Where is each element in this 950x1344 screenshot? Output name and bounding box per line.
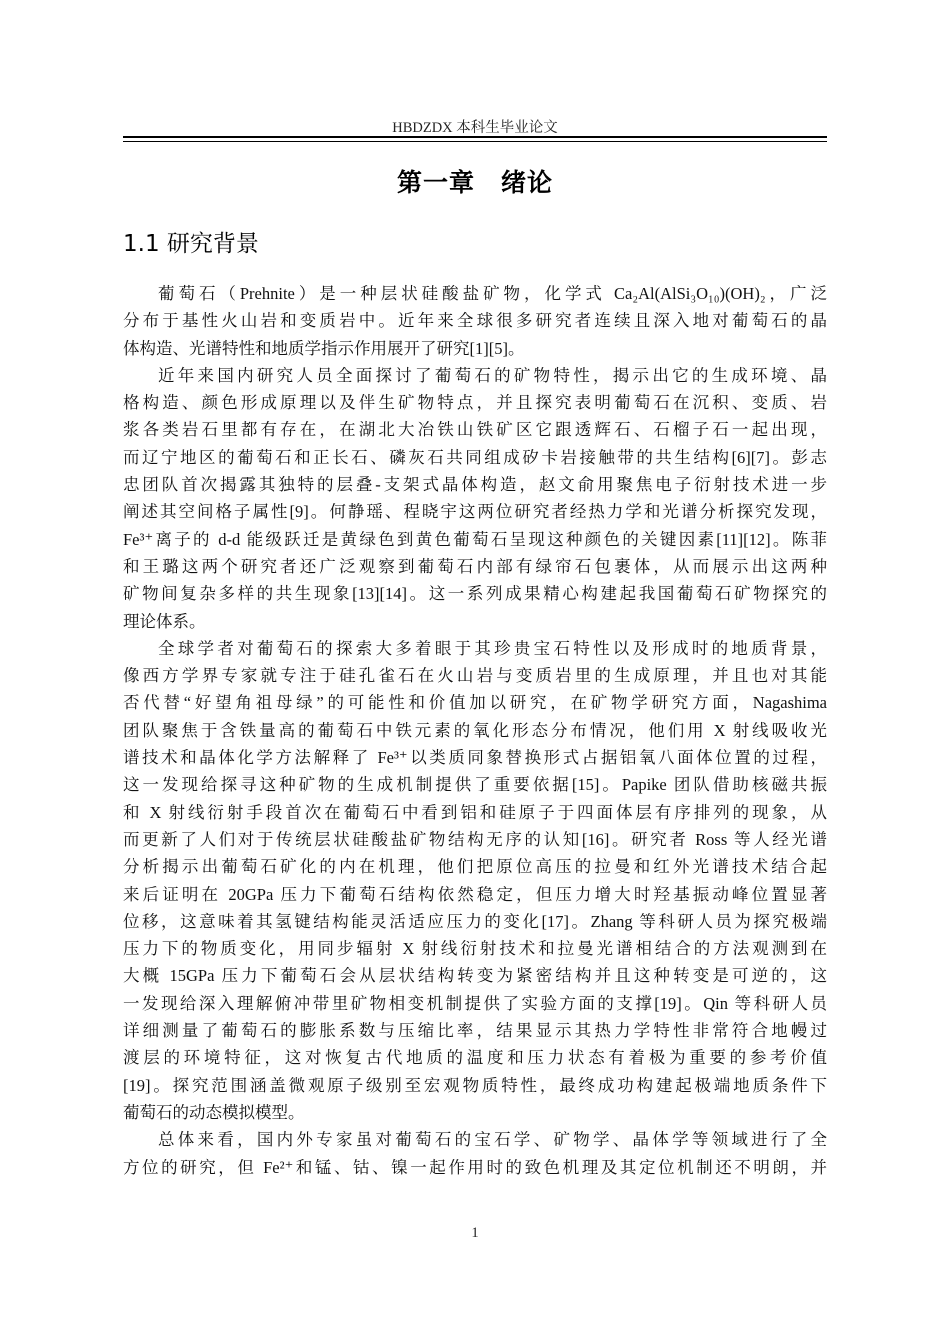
paragraph-line: 阐述其空间格子属性[9]。何静瑶、程晓宇这两位研究者经热力学和光谱分析探究发现，: [123, 502, 827, 522]
paragraph-line: 葡萄石的动态模拟模型。: [123, 1102, 305, 1122]
paragraph-line: 分析揭示出葡萄石矿化的内在机理，他们把原位高压的拉曼和红外光谱技术结合起: [123, 857, 827, 877]
paragraph-line: 像西方学界专家就专注于硅孔雀石在火山岩与变质岩里的生成原理，并且也对其能: [123, 666, 827, 686]
paragraph-line: 位移，这意味着其氢键结构能灵活适应压力的变化[17]。Zhang 等科研人员为探究极端: [123, 911, 827, 931]
paragraph-line: 团队聚焦于含铁量高的葡萄石中铁元素的氧化形态分布情况，他们用 X 射线吸收光: [123, 720, 827, 740]
paragraph-line: [19]。探究范围涵盖微观原子级别至宏观物质特性，最终成功构建起极端地质条件下: [123, 1075, 827, 1095]
paragraph-line: 而辽宁地区的葡萄石和正长石、磷灰石共同组成矽卡岩接触带的共生结构[6][7]。彭志: [123, 447, 827, 467]
paragraph-line: 谱技术和晶体化学方法解释了 Fe³⁺以类质同象替换形式占据铝氧八面体位置的过程，: [123, 748, 827, 768]
paragraph-line: 分布于基性火山岩和变质岩中。近年来全球很多研究者连续且深入地对葡萄石的晶: [123, 311, 827, 331]
paragraph-line: 浆各类岩石里都有存在，在湖北大冶铁山铁矿区它跟透辉石、石榴子石一起出现，: [123, 420, 827, 440]
paragraph-line: 体构造、光谱特性和地质学指示作用展开了研究[1][5]。: [123, 338, 525, 358]
chapter-title: 第一章 绪论: [396, 168, 553, 197]
paragraph-line: 一发现给深入理解俯冲带里矿物相变机制提供了实验方面的支撑[19]。Qin 等科研人员: [123, 993, 827, 1013]
paragraph-line: 渡层的环境特征，这对恢复古代地质的温度和压力状态有着极为重要的参考价值: [123, 1048, 827, 1068]
section-title: 1.1 研究背景: [123, 231, 259, 257]
paragraph-line: 来后证明在 20GPa 压力下葡萄石结构依然稳定，但压力增大时羟基振动峰位置显著: [123, 884, 827, 904]
paragraph-line: 矿物间复杂多样的共生现象[13][14]。这一系列成果精心构建起我国葡萄石矿物探究的: [123, 584, 827, 604]
paragraph-line: Fe³⁺离子的 d-d 能级跃迁是黄绿色到黄色葡萄石呈现这种颜色的关键因素[11][12]。陈菲: [123, 529, 827, 549]
paragraph-line: 葡萄石（Prehnite）是一种层状硅酸盐矿物，化学式 Ca₂Al(AlSi₃O₁₀)(OH)₂，广泛: [158, 284, 827, 303]
page-number: 1: [471, 1225, 479, 1241]
paragraph-line: 详细测量了葡萄石的膨胀系数与压缩比率，结果显示其热力学特性非常符合地幔过: [123, 1021, 827, 1041]
running-header: HBDZDX 本科生毕业论文: [392, 120, 558, 136]
header-rule-thick: [123, 136, 827, 138]
paragraph-line: 全球学者对葡萄石的探索大多着眼于其珍贵宝石特性以及形成时的地质背景，: [158, 638, 827, 658]
paragraph-line: 这一发现给探寻这种矿物的生成机制提供了重要依据[15]。Papike 团队借助核磁共振: [123, 775, 827, 795]
paragraph-line: 忠团队首次揭露其独特的层叠-支架式晶体构造，赵文俞用聚焦电子衍射技术进一步: [123, 475, 827, 495]
paragraph-line: 而更新了人们对于传统层状硅酸盐矿物结构无序的认知[16]。研究者 Ross 等人经光谱: [123, 829, 827, 849]
paragraph-line: 总体来看，国内外专家虽对葡萄石的宝石学、矿物学、晶体学等领域进行了全: [158, 1130, 827, 1150]
paragraph-line: 格构造、颜色形成原理以及伴生矿物特点，并且探究表明葡萄石在沉积、变质、岩: [123, 393, 827, 413]
body-text: [123, 280, 827, 1181]
header-rule-thin: [123, 141, 827, 142]
paragraph-line: 和 X 射线衍射手段首次在葡萄石中看到铝和硅原子于四面体层有序排列的现象，从: [123, 802, 827, 822]
paragraph-line: 和王璐这两个研究者还广泛观察到葡萄石内部有绿帘石包裹体，从而展示出这两种: [123, 556, 827, 576]
paragraph-line: 否代替“好望角祖母绿”的可能性和价值加以研究，在矿物学研究方面，Nagashima: [123, 693, 827, 713]
paragraph-line: 近年来国内研究人员全面探讨了葡萄石的矿物特性，揭示出它的生成环境、晶: [158, 365, 827, 385]
paragraph-line: 方位的研究，但 Fe²⁺和锰、钴、镍一起作用时的致色机理及其定位机制还不明朗，并: [123, 1157, 827, 1177]
paragraph-line: 大概 15GPa 压力下葡萄石会从层状结构转变为紧密结构并且这种转变是可逆的，这: [123, 966, 827, 986]
paragraph-line: 理论体系。: [123, 611, 206, 631]
paragraph-line: 压力下的物质变化，用同步辐射 X 射线衍射技术和拉曼光谱相结合的方法观测到在: [123, 939, 827, 959]
